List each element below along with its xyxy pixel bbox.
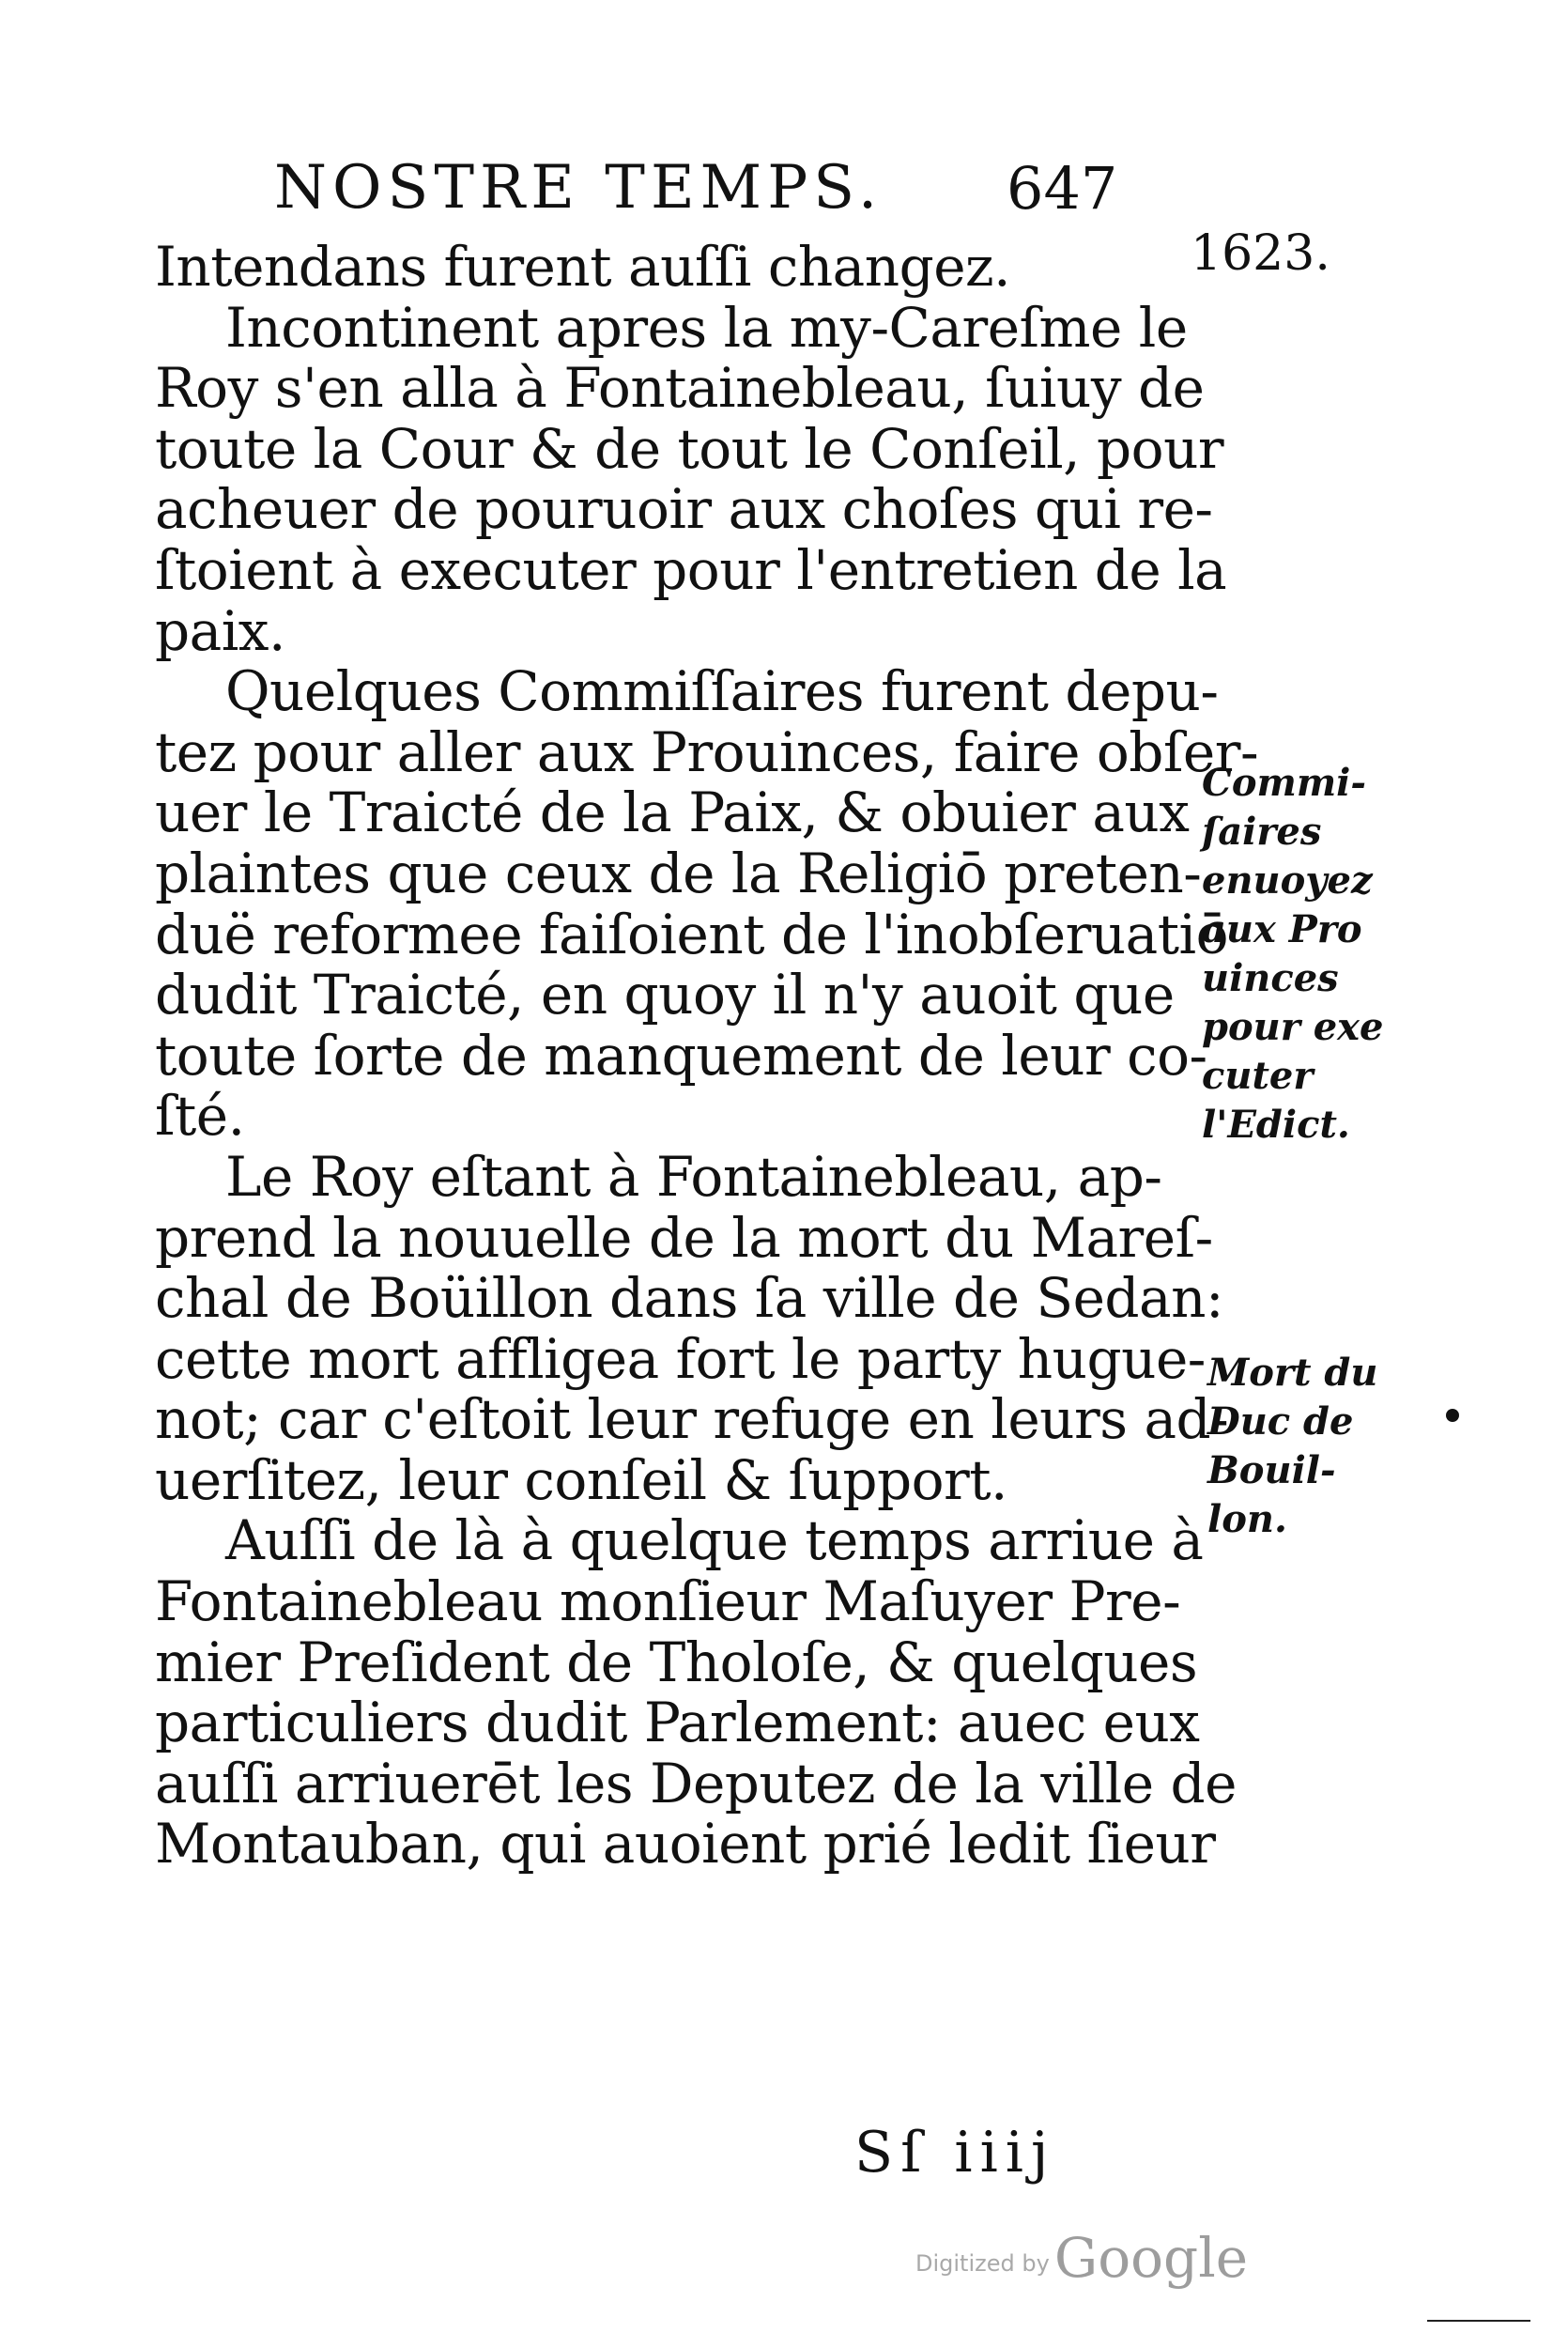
margin-note-line: cuter <box>1202 1054 1314 1098</box>
margin-note-line: enuoyez <box>1202 858 1373 903</box>
text-line: toute la Cour & de tout le Conſeil, pour <box>155 416 1224 481</box>
text-line: tez pour aller aux Prouinces, faire obſer- <box>155 719 1259 784</box>
text-line: Intendans furent auſſi changez. <box>155 235 1011 299</box>
page-number: 647 <box>1007 154 1118 223</box>
running-head: NOSTRE TEMPS. <box>274 153 884 223</box>
margin-note-line: Mort du <box>1207 1351 1378 1395</box>
margin-note-line: pour exe <box>1202 1005 1384 1049</box>
text-line: Le Roy eſtant à Fontainebleau, ap- <box>225 1144 1162 1209</box>
text-line: not; car c'eſtoit leur refuge en leurs ad- <box>155 1387 1229 1452</box>
margin-note-line: Bouil- <box>1207 1448 1336 1492</box>
watermark-prefix: Digitized by <box>915 2250 1050 2277</box>
margin-year: 1623. <box>1191 225 1330 282</box>
digitized-watermark <box>915 2226 1249 2290</box>
text-line: Roy s'en alla à Fontainebleau, ſuiuy de <box>155 356 1205 421</box>
text-line: prend la nouuelle de la mort du Mareſ- <box>155 1205 1213 1270</box>
text-line: mier Preſident de Tholoſe, & quelques <box>155 1630 1198 1694</box>
text-line: acheuer de pouruoir aux choſes qui re- <box>155 477 1213 542</box>
text-line: ſtoient à executer pour l'entretien de la <box>155 537 1227 602</box>
margin-note-line: Duc de <box>1207 1399 1354 1444</box>
margin-note-line: l'Edict. <box>1202 1103 1350 1147</box>
margin-note-mort <box>1207 1349 1377 1544</box>
text-line: auſſi arriuerēt les Deputez de la ville de <box>155 1751 1237 1815</box>
body-text <box>155 235 1259 1877</box>
text-line: Auſſi de là à quelque temps arriue à <box>225 1508 1204 1573</box>
margin-note-line: ſaires <box>1202 810 1322 854</box>
text-line: paix. <box>155 598 285 663</box>
page-edge-rule <box>1427 2320 1530 2322</box>
text-line: dudit Traicté, en quoy il n'y auoit que <box>155 963 1175 1027</box>
margin-note-line: aux Pro <box>1202 907 1362 951</box>
margin-note-line: uinces <box>1202 956 1339 1000</box>
text-line: particuliers dudit Parlement: auec eux <box>155 1691 1200 1755</box>
text-line: Incontinent apres la my-Careſme le <box>225 295 1188 360</box>
text-line: Montauban, qui auoient prié ledit ſieur <box>155 1812 1216 1877</box>
ink-dot <box>1446 1409 1459 1422</box>
google-logo: Google <box>1053 2226 1249 2290</box>
text-line: plaintes que ceux de la Religiō preten- <box>155 841 1202 905</box>
margin-note-commissaires <box>1202 759 1383 1150</box>
text-line: Quelques Commiſſaires furent depu- <box>225 659 1219 724</box>
text-line: toute ſorte de manquement de leur co- <box>155 1023 1207 1088</box>
text-line: duë reformee faiſoient de l'inobſeruatiō <box>155 902 1229 966</box>
text-line: ſté. <box>155 1084 245 1149</box>
text-line: Fontainebleau monſieur Maſuyer Pre- <box>155 1569 1181 1634</box>
text-line: uer le Traicté de la Paix, & obuier aux <box>155 780 1190 845</box>
text-line: cette mort affligea fort le party hugue- <box>155 1326 1206 1391</box>
margin-note-line: lon. <box>1207 1497 1287 1541</box>
text-line: uerſitez, leur conſeil & ſupport. <box>155 1447 1007 1512</box>
signature-mark: Sſ iiij <box>854 2120 1056 2186</box>
margin-note-line: Commi- <box>1202 761 1366 805</box>
text-line: chal de Boüillon dans ſa ville de Sedan: <box>155 1266 1224 1331</box>
